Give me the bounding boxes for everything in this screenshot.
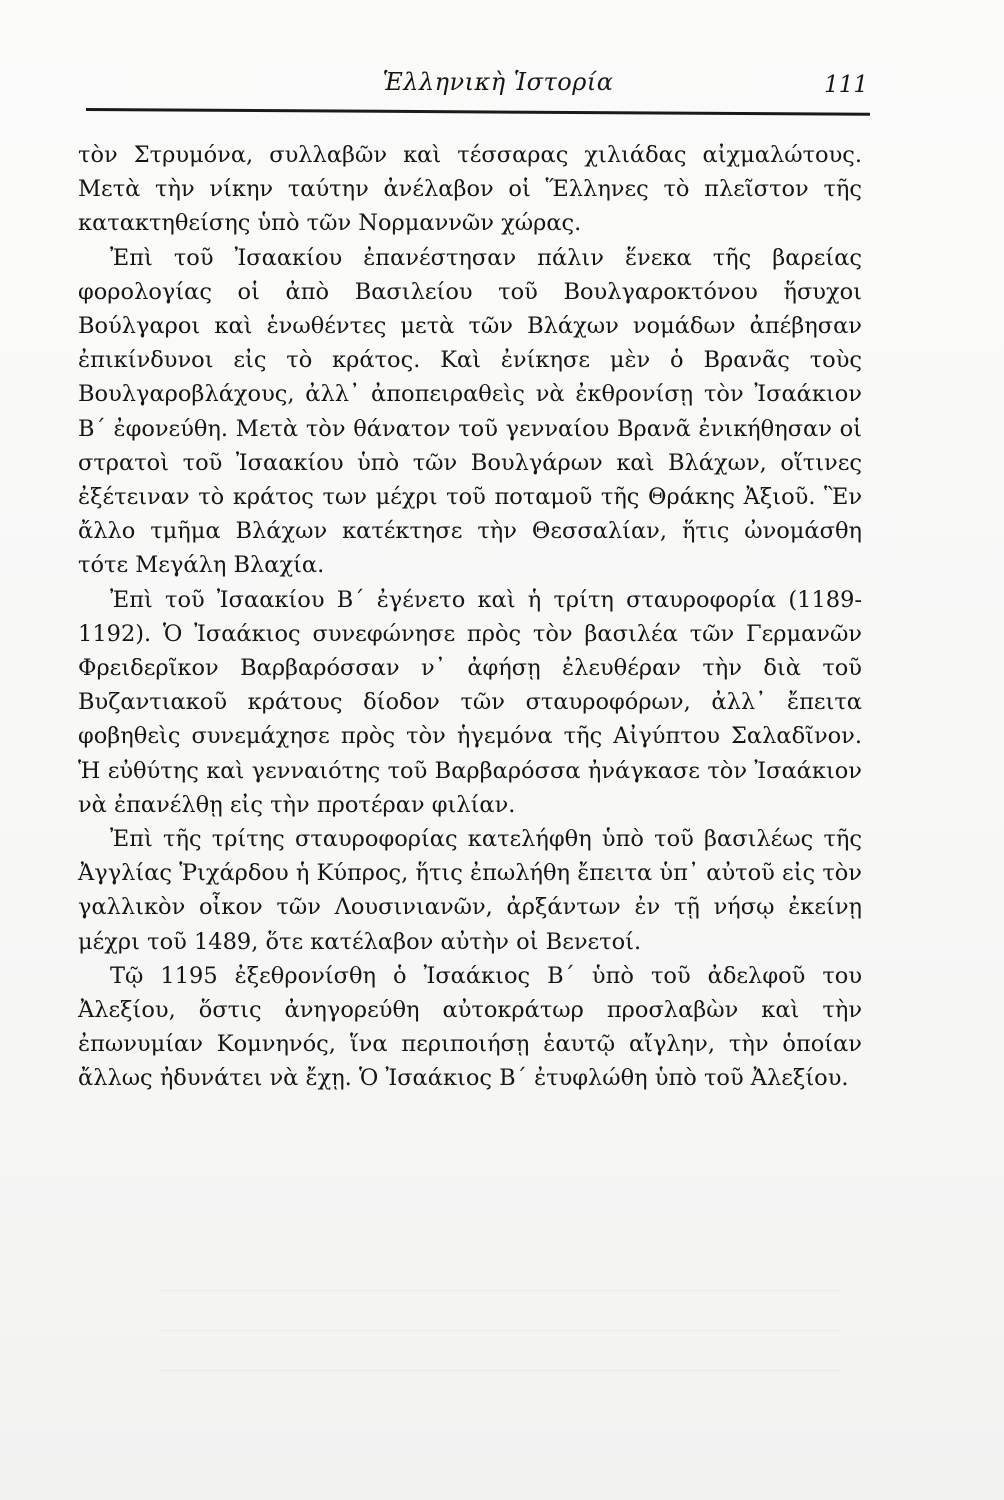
show-through-line: [160, 1290, 840, 1291]
show-through-line: [160, 1370, 840, 1371]
body-text: [78, 138, 862, 1096]
paragraph: Ἐπὶ τῆς τρίτης σταυροφορίας κατελήφθη ὑπὸ τοῦ βασιλέως τῆς Ἀγγλίας Ῥιχάρδου ἡ Κύπρος, ἥτις ἐπωλήθη ἔπειτα ὑπ᾽ αὐτοῦ εἰς τὸν γαλλικὸν οἶκον τῶν Λουσινιανῶν, ἀρξάντων ἐν τῇ νήσῳ ἐκείνῃ μέχρι τοῦ 1489, ὅτε κατέλαβον αὐτὴν οἱ Βενετοί.: [78, 826, 862, 955]
paragraph-continued: τὸν Στρυμόνα, συλλαβῶν καὶ τέσσαρας χιλιάδας αἰχμαλώτους. Μετὰ τὴν νίκην ταύτην ἀνέλαβον οἱ Ἕλληνες τὸ πλεῖστον τῆς κατακτηθείσης ὑπὸ τῶν Νορμαννῶν χώρας.: [78, 142, 862, 237]
paragraph: Ἐπὶ τοῦ Ἰσαακίου Β΄ ἐγένετο καὶ ἡ τρίτη σταυροφορία (1189-1192). Ὁ Ἰσαάκιος συνεφώνησε πρὸς τὸν βασιλέα τῶν Γερμανῶν Φρειδερῖκον Βαρβαρόσσαν ν᾽ ἀφήσῃ ἐλευθέραν τὴν διὰ τοῦ Βυζαντιακοῦ κράτους δίοδον τῶν σταυροφόρων, ἀλλ᾽ ἔπειτα φοβηθεὶς συνεμάχησε πρὸς τὸν ἡγεμόνα τῆς Αἰγύπτου Σαλαδῖνον. Ἡ εὐθύτης καὶ γενναιότης τοῦ Βαρβαρόσσα ἠνάγκασε τὸν Ἰσαάκιον νὰ ἐπανέλθῃ εἰς τὴν προτέραν φιλίαν.: [78, 586, 862, 818]
header-rule: [86, 108, 870, 116]
running-title: Ἑλληνικὴ Ἱστορία: [382, 68, 614, 96]
paragraph: Τῷ 1195 ἐξεθρονίσθη ὁ Ἰσαάκιος Β΄ ὑπὸ τοῦ ἀδελφοῦ του Ἀλεξίου, ὅστις ἀνηγορεύθη αὐτοκράτωρ προσλαβὼν καὶ τὴν ἐπωνυμίαν Κομνηνός, ἵνα περιποιήσῃ ἑαυτῷ αἴγλην, τὴν ὁποίαν ἄλλως ἠδυνάτει νὰ ἔχῃ. Ὁ Ἰσαάκιος Β΄ ἐτυφλώθη ὑπὸ τοῦ Ἀλεξίου.: [78, 962, 862, 1092]
page-header: [88, 68, 868, 104]
page-number: 111: [824, 72, 868, 98]
paragraph: Ἐπὶ τοῦ Ἰσαακίου ἐπανέστησαν πάλιν ἕνεκα τῆς βαρείας φορολογίας οἱ ἀπὸ Βασιλείου τοῦ Βουλγαροκτόνου ἥσυχοι Βούλγαροι καὶ ἑνωθέντες μετὰ τῶν Βλάχων νομάδων ἀπέβησαν ἐπικίνδυνοι εἰς τὸ κράτος. Καὶ ἐνίκησε μὲν ὁ Βρανᾶς τοὺς Βουλγαροβλάχους, ἀλλ᾽ ἀποπειραθεὶς νὰ ἐκθρονίσῃ τὸν Ἰσαάκιον Β΄ ἐφονεύθη. Μετὰ τὸν θάνατον τοῦ γενναίου Βρανᾶ ἐνικήθησαν οἱ στρατοὶ τοῦ Ἰσαακίου ὑπὸ τῶν Βουλγάρων καὶ Βλάχων, οἵτινες ἐξέτειναν τὸ κράτος των μέχρι τοῦ ποταμοῦ τῆς Θράκης Ἀξιοῦ. Ἓν ἄλλο τμῆμα Βλάχων κατέκτησε τὴν Θεσσαλίαν, ἥτις ὠνομάσθη τότε Μεγάλη Βλαχία.: [78, 244, 862, 579]
show-through-line: [160, 1330, 840, 1331]
